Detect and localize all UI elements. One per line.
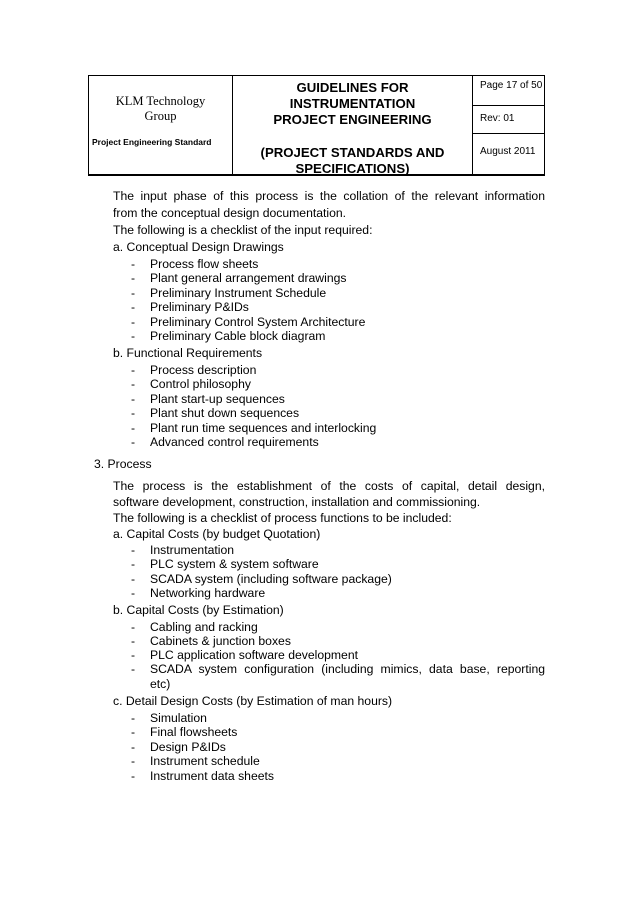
list-item: Advanced control requirements	[150, 435, 319, 449]
list-item: Networking hardware	[150, 586, 266, 600]
list-item: Preliminary Cable block diagram	[150, 329, 326, 343]
list-item: Preliminary Control System Architecture	[150, 315, 366, 329]
bullet-dash: -	[131, 271, 136, 285]
bullet-dash: -	[131, 648, 136, 662]
list-item: PLC system & system software	[150, 557, 319, 571]
page-number: Page 17 of 50	[473, 76, 544, 106]
bullet-dash: -	[131, 711, 136, 725]
bullet-dash: -	[131, 329, 136, 343]
list-item: Preliminary Instrument Schedule	[150, 286, 327, 300]
list-item: Process flow sheets	[150, 257, 259, 271]
standard-label: Project Engineering Standard	[92, 137, 212, 147]
bullet-dash: -	[131, 421, 136, 435]
bullet-dash: -	[131, 300, 136, 314]
paragraph-line: from the conceptual design documentation.	[113, 206, 347, 220]
list-item: Simulation	[150, 711, 207, 725]
paragraph-line: The following is a checklist of the input required:	[113, 223, 373, 237]
list-heading: b. Functional Requirements	[113, 346, 263, 360]
list-item: Instrument schedule	[150, 754, 260, 768]
section-heading: 3. Process	[94, 457, 152, 471]
company-cell	[89, 76, 233, 174]
list-item: Process description	[150, 363, 257, 377]
header-table	[88, 75, 545, 176]
document-subtitle-line2: SPECIFICATIONS)	[295, 161, 410, 176]
list-heading: a. Conceptual Design Drawings	[113, 240, 284, 254]
bullet-dash: -	[131, 257, 136, 271]
bullet-dash: -	[131, 435, 136, 449]
list-item: Preliminary P&IDs	[150, 300, 249, 314]
list-item: Plant run time sequences and interlocking	[150, 421, 377, 435]
document-title-line3: PROJECT ENGINEERING	[273, 112, 432, 127]
list-heading: c. Detail Design Costs (by Estimation of man hours)	[113, 694, 393, 708]
list-item-continuation: etc)	[150, 677, 171, 691]
bullet-dash: -	[131, 406, 136, 420]
bullet-dash: -	[131, 286, 136, 300]
meta-cell	[473, 76, 544, 174]
bullet-dash: -	[131, 586, 136, 600]
paragraph-line: The input phase of this process is the collation of the relevant information	[113, 189, 545, 203]
list-item: Final flowsheets	[150, 725, 238, 739]
bullet-dash: -	[131, 740, 136, 754]
bullet-dash: -	[131, 363, 136, 377]
bullet-dash: -	[131, 725, 136, 739]
list-item: Plant general arrangement drawings	[150, 271, 347, 285]
list-item: Cabling and racking	[150, 620, 258, 634]
list-heading: a. Capital Costs (by budget Quotation)	[113, 527, 321, 541]
list-item: Plant start-up sequences	[150, 392, 285, 406]
title-cell	[233, 76, 473, 174]
list-item: Control philosophy	[150, 377, 251, 391]
paragraph-line: The process is the establishment of the costs of capital, detail design,	[113, 479, 545, 493]
bullet-dash: -	[131, 634, 136, 648]
document-subtitle-line1: (PROJECT STANDARDS AND	[260, 145, 445, 160]
list-item: Instrument data sheets	[150, 769, 274, 783]
date: August 2011	[480, 146, 536, 157]
bullet-dash: -	[131, 557, 136, 571]
bullet-dash: -	[131, 572, 136, 586]
list-item: Plant shut down sequences	[150, 406, 300, 420]
company-name-line2: Group	[144, 109, 177, 123]
bullet-dash: -	[131, 662, 136, 676]
document-title-line2: INSTRUMENTATION	[289, 96, 416, 111]
paragraph-line: The following is a checklist of process functions to be included:	[113, 511, 452, 525]
list-item: SCADA system (including software package)	[150, 572, 392, 586]
bullet-dash: -	[131, 754, 136, 768]
list-item: Design P&IDs	[150, 740, 226, 754]
document-title-line1: GUIDELINES FOR	[296, 80, 409, 95]
revision: Rev: 01	[473, 106, 544, 134]
bullet-dash: -	[131, 769, 136, 783]
bullet-dash: -	[131, 377, 136, 391]
company-name-line1: KLM Technology	[115, 94, 206, 108]
list-item: PLC application software development	[150, 648, 358, 662]
list-heading: b. Capital Costs (by Estimation)	[113, 603, 284, 617]
list-item: Instrumentation	[150, 543, 235, 557]
list-item: SCADA system configuration (including mimics, data base, reporting	[150, 662, 545, 676]
bullet-dash: -	[131, 543, 136, 557]
list-item: Cabinets & junction boxes	[150, 634, 291, 648]
bullet-dash: -	[131, 620, 136, 634]
bullet-dash: -	[131, 315, 136, 329]
bullet-dash: -	[131, 392, 136, 406]
paragraph-line: software development, construction, installation and commissioning.	[113, 495, 481, 509]
